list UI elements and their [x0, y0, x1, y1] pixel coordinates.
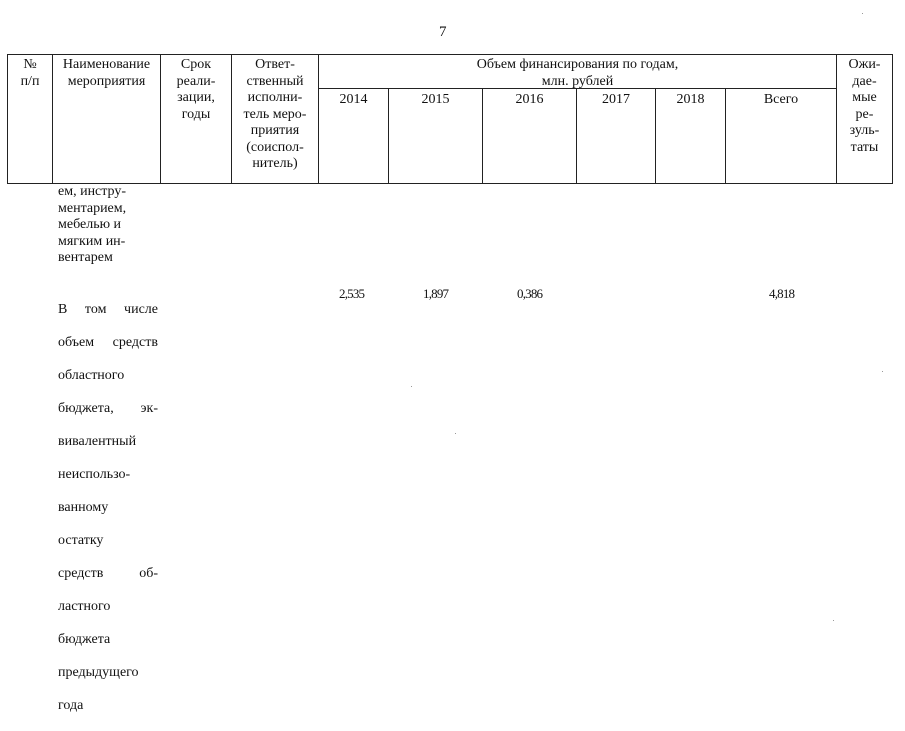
value-total: 4,818 — [769, 286, 795, 301]
header-col-term: Срок реали- зации, годы — [176, 57, 216, 122]
header-year-2016: 2016 — [515, 92, 544, 107]
col-divider — [892, 54, 893, 184]
row-name-line: ванному — [58, 499, 109, 515]
row-name-line: В том числе — [58, 301, 158, 317]
scan-speck — [455, 433, 456, 434]
scan-speck — [862, 13, 863, 14]
row-name-line: неиспользо- — [58, 466, 131, 482]
row-name-line: ластного — [58, 598, 111, 614]
table-top-border — [7, 54, 892, 55]
header-year-2015: 2015 — [421, 92, 450, 107]
header-year-2018: 2018 — [676, 92, 705, 107]
scan-speck — [411, 386, 412, 387]
header-col-responsible: Ответ- ственный исполни- тель меро- приятия (соиспол- нитель) — [243, 57, 307, 171]
row-name-line: года — [58, 697, 84, 713]
row-name-including — [58, 285, 158, 731]
row-name-line: бюджета, эк- — [58, 400, 158, 416]
scan-speck — [882, 371, 883, 372]
value-2015: 1,897 — [423, 286, 449, 301]
header-total: Всего — [763, 92, 799, 107]
header-col-number: № п/п — [20, 57, 40, 89]
header-col-funding: Объем финансирования по годам, млн. рублей — [476, 57, 679, 89]
row-name-line: остатку — [58, 532, 104, 548]
row-name-line: предыдущего — [58, 664, 139, 680]
value-2014: 2,535 — [339, 286, 365, 301]
header-col-result: Ожи- дае- мые ре- зуль- таты — [848, 57, 881, 155]
header-year-2014: 2014 — [339, 92, 368, 107]
row-name-line: бюджета — [58, 631, 111, 647]
row-name-continued: ем, инстру- ментарием, мебелью и мягким ин- вентарем — [58, 184, 127, 265]
header-year-2017: 2017 — [602, 92, 630, 107]
page-number: 7 — [439, 24, 447, 40]
row-name-line: объем средств — [58, 334, 158, 350]
header-col-name: Наименование мероприятия — [62, 57, 151, 89]
row-name-line: средств об- — [58, 565, 158, 581]
value-2016: 0,386 — [517, 286, 543, 301]
row-name-line: вивалентный — [58, 433, 137, 449]
scan-speck — [833, 620, 834, 621]
row-name-line: областного — [58, 367, 125, 383]
